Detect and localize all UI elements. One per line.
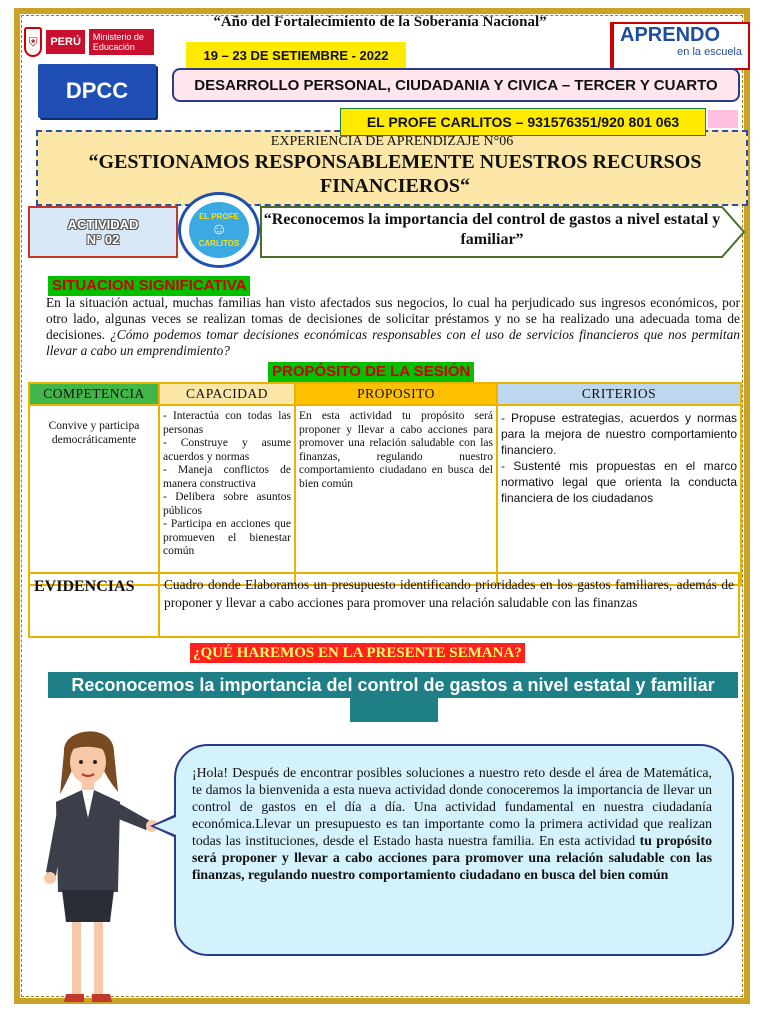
week-dates: 19 – 23 DE SETIEMBRE - 2022: [186, 42, 406, 68]
cell-capacidad: [159, 405, 295, 585]
week-title: Reconocemos la importancia del control de gastos a nivel estatal y familiar: [71, 675, 715, 695]
col-header-capacidad: CAPACIDAD: [159, 383, 295, 405]
capacidad-item: - Delibera sobre asuntos públicos: [163, 491, 291, 517]
week-heading: ¿QUÉ HAREMOS EN LA PRESENTE SEMANA?: [190, 643, 525, 663]
cell-proposito: En esta actividad tu propósito será proponer y llevar a cabo acciones para promover una relación saludable con las finanzas, regulando nuestro comportamiento ciudadano en busca del bien común: [295, 405, 497, 585]
activity-number: N° 02: [86, 232, 120, 247]
experience-label: EXPERIENCIA DE APRENDIZAJE N°06: [270, 134, 514, 149]
teacher-contact: EL PROFE CARLITOS – 931576351/920 801 063: [340, 108, 706, 136]
table-header-row: [29, 383, 741, 405]
col-header-proposito: PROPOSITO: [295, 383, 497, 405]
aprendo-subtitle: en la escuela: [677, 46, 742, 58]
activity-label: ACTIVIDAD: [67, 217, 139, 232]
logo-badge: [189, 202, 249, 258]
peru-shield-icon: ⛨: [24, 27, 42, 57]
evidence-label: EVIDENCIAS: [30, 574, 160, 636]
col-header-competencia: COMPETENCIA: [29, 383, 159, 405]
competency-table: [28, 382, 742, 586]
logo-text-top: EL PROFE: [199, 212, 239, 221]
cell-criterios: [497, 405, 741, 585]
activity-title: “Reconocemos la importancia del control de gastos a nivel estatal y familiar”: [263, 211, 721, 248]
capacidad-item: - Construye y asume acuerdos y normas: [163, 437, 291, 463]
experience-title: “GESTIONAMOS RESPONSABLEMENTE NUESTROS RECURSOS FINANCIEROS“: [88, 151, 702, 197]
speech-bubble-text: [192, 764, 712, 883]
subject-banner: DESARROLLO PERSONAL, CIUDADANIA Y CIVICA – TERCER Y CUARTO: [172, 68, 740, 102]
capacidad-item: - Interactúa con todas las personas: [163, 410, 291, 436]
teacher-illustration: [34, 722, 164, 1004]
speech-bubble-tail-fill: [154, 817, 176, 835]
year-motto: “Año del Fortalecimiento de la Soberanía Nacional”: [213, 14, 547, 30]
capacidad-item: - Maneja conflictos de manera constructiva: [163, 464, 291, 490]
bubble-intro: ¡Hola! Después de encontrar posibles soluciones a nuestro reto desde el área de Matemática, te damos la bienvenida a esta nueva actividad donde conoceremos la importancia de llevar un control de gastos en el día a día. Una actividad fundamental en nuestra ciudadanía económica.Llevar un presupuesto es tan importante como la primera actividad que realizan todas las instituciones, desde el Estado hasta nuestra familia. En esta actividad: [192, 765, 712, 848]
cell-competencia: Convive y participa democráticamente: [29, 405, 159, 585]
peru-label: PERÚ: [46, 30, 85, 54]
purpose-heading: PROPÓSITO DE LA SESIÓN: [268, 362, 474, 382]
ministry-logo: [24, 22, 154, 62]
ministry-label: Ministerio de Educación: [89, 29, 154, 55]
evidence-text: Cuadro donde Elaboramos un presupuesto identificando prioridades en los gastos familiares, además de proponer y llevar a cabo acciones para promover una relación saludable con las finanzas: [164, 577, 734, 610]
situation-heading: SITUACION SIGNIFICATIVA: [48, 276, 250, 296]
table-row: [29, 405, 741, 585]
teacher-figure-icon: ☺: [210, 221, 228, 238]
logo-text-bottom: CARLITOS: [198, 239, 240, 248]
aprendo-logo: [610, 22, 750, 70]
criterio-item: - Sustenté mis propuestas en el marco normativo legal que orienta la conducta financiera de los ciudadanos: [501, 459, 737, 505]
situation-text: [46, 295, 740, 359]
situation-question: ¿Cómo podemos tomar decisiones económicas responsables con el uso de servicios financieros que nos permitan llevar a cabo un emprendimiento?: [46, 327, 740, 358]
profe-carlitos-logo: [178, 192, 260, 268]
criterio-item: - Propuse estrategias, acuerdos y normas para la mejora de nuestro comportamiento financiero.: [501, 411, 737, 457]
evidence-box: [28, 572, 740, 638]
col-header-criterios: CRITERIOS: [497, 383, 741, 405]
situation-paragraph: En la situación actual, muchas familias han visto afectados sus negocios, lo cual ha perjudicado sus ingresos económicos, por otro lado, algunas veces se realizan tomas de decisiones de solicitar préstamos y no se ha realizado una adecuada toma de decisiones.: [46, 295, 740, 342]
dpcc-badge: DPCC: [38, 64, 156, 118]
aprendo-title: APRENDO: [620, 24, 721, 46]
week-title-band-2: [350, 698, 438, 722]
decorative-pink-box: [708, 110, 738, 128]
capacidad-item: - Participa en acciones que promueven el bienestar común: [163, 518, 291, 557]
bubble-purpose: tu propósito será proponer y llevar a cabo acciones para promover una relación saludable con las finanzas, regulando nuestro comportamiento ciudadano en busca del bien común: [192, 833, 713, 882]
activity-badge: [28, 206, 178, 258]
